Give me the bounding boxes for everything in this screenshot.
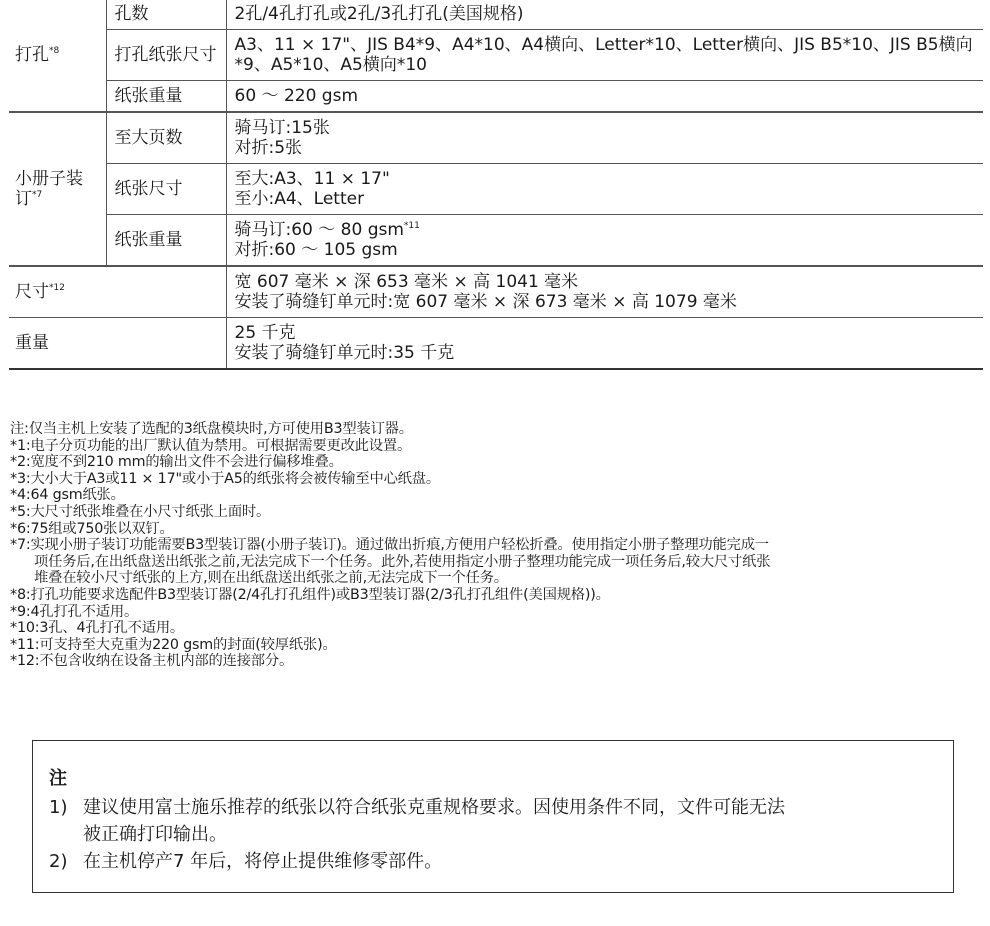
footnote-3: *3:大小大于A3或11 × 17"或小于A5的纸张将会被传输至中心纸盘。 bbox=[10, 470, 440, 487]
row-value: 60 ～ 220 gsm bbox=[226, 81, 983, 113]
footnotes bbox=[10, 421, 988, 670]
footnote-2: *2:宽度不到210 mm的输出文件不会进行偏移堆叠。 bbox=[10, 454, 343, 471]
footnote-5: *5:大尺寸纸张堆叠在小尺寸纸张上面时。 bbox=[10, 503, 271, 520]
footnote-7-cont: 项任务后,在出纸盘送出纸张之前,无法完成下一个任务。此外,若使用指定小册子整理功能完成一项任务后,较大尺寸纸张 bbox=[34, 553, 771, 570]
row-value: 骑马订:60 ～ 80 gsm$^{*11}$ 对折:60 ～ 105 gsm bbox=[226, 215, 983, 267]
footnote-1: *1:电子分页功能的出厂默认值为禁用。可根据需要更改此设置。 bbox=[10, 437, 412, 454]
note-item: 2) 在主机停产7 年后，将停止提供维修零部件。 bbox=[49, 851, 443, 872]
row-label: 孔数 bbox=[106, 0, 226, 30]
footnote-11: *11:可支持至大克重为220 gsm的封面(较厚纸张)。 bbox=[10, 636, 337, 653]
dimensions-value: 宽 607 毫米 × 深 653 毫米 × 高 1041 毫米 安装了骑缝钉单元时:宽 607 毫米 × 深 673 毫米 × 高 1079 毫米 bbox=[226, 266, 983, 318]
row-value: 至大:A3、11 × 17" 至小:A4、Letter bbox=[226, 164, 983, 215]
table-row bbox=[9, 30, 983, 81]
row-label: 纸张尺寸 bbox=[106, 164, 226, 215]
table-row bbox=[9, 112, 983, 164]
footnote-4: *4:64 gsm纸张。 bbox=[10, 487, 125, 504]
table-row bbox=[9, 81, 983, 113]
spec-table bbox=[9, 0, 983, 370]
footnote-7-cont: 堆叠在较小尺寸纸张的上方,则在出纸盘送出纸张之前,无法完成下一个任务。 bbox=[34, 570, 508, 587]
row-label: 纸张重量 bbox=[106, 81, 226, 113]
group-label-punch: 打孔$^{*8}$ bbox=[9, 0, 106, 112]
footnote-10: *10:3孔、4孔打孔不适用。 bbox=[10, 620, 185, 637]
footnote-12: *12:不包含收纳在设备主机内部的连接部分。 bbox=[10, 653, 294, 670]
table-row bbox=[9, 318, 983, 370]
table-row bbox=[9, 0, 983, 30]
table-row bbox=[9, 266, 983, 318]
weight-label: 重量 bbox=[9, 318, 226, 370]
row-label: 纸张重量 bbox=[106, 215, 226, 267]
weight-value: 25 千克 安装了骑缝钉单元时:35 千克 bbox=[226, 318, 983, 370]
note-box-title: 注 bbox=[49, 768, 67, 789]
row-value: 骑马订:15张 对折:5张 bbox=[226, 112, 983, 164]
row-label: 至大页数 bbox=[106, 112, 226, 164]
note-box bbox=[32, 740, 954, 893]
table-row bbox=[9, 164, 983, 215]
row-label: 打孔纸张尺寸 bbox=[106, 30, 226, 81]
dimensions-label: 尺寸$^{*12}$ bbox=[9, 266, 226, 318]
footnote-7: *7:实现小册子装订功能需要B3型装订器(小册子装订)。通过做出折痕,方便用户轻松折叠。使用指定小册子整理功能完成一 bbox=[10, 537, 769, 554]
group-label-booklet: 小册子装订$^{*7}$ bbox=[9, 112, 106, 266]
footnote-6: *6:75组或750张以双钉。 bbox=[10, 520, 174, 537]
table-row bbox=[9, 215, 983, 267]
footnote-9: *9:4孔打孔不适用。 bbox=[10, 603, 139, 620]
row-value: 2孔/4孔打孔或2孔/3孔打孔(美国规格) bbox=[226, 0, 983, 30]
footnote-8: *8:打孔功能要求选配件B3型装订器(2/4孔打孔组件)或B3型装订器(2/3孔打孔组件(美国规格))。 bbox=[10, 586, 610, 603]
footnote-main: 注:仅当主机上安装了选配的3纸盘模块时,方可使用B3型装订器。 bbox=[10, 421, 413, 437]
note-item: 1) 建议使用富士施乐推荐的纸张以符合纸张克重规格要求。因使用条件不同，文件可能无法 被正确打印输出。 bbox=[49, 797, 785, 845]
row-value: A3、11 × 17"、JIS B4*9、A4*10、A4横向、Letter*10、Letter横向、JIS B5*10、JIS B5横向*9、A5*10、A5横向*10 bbox=[226, 30, 983, 81]
